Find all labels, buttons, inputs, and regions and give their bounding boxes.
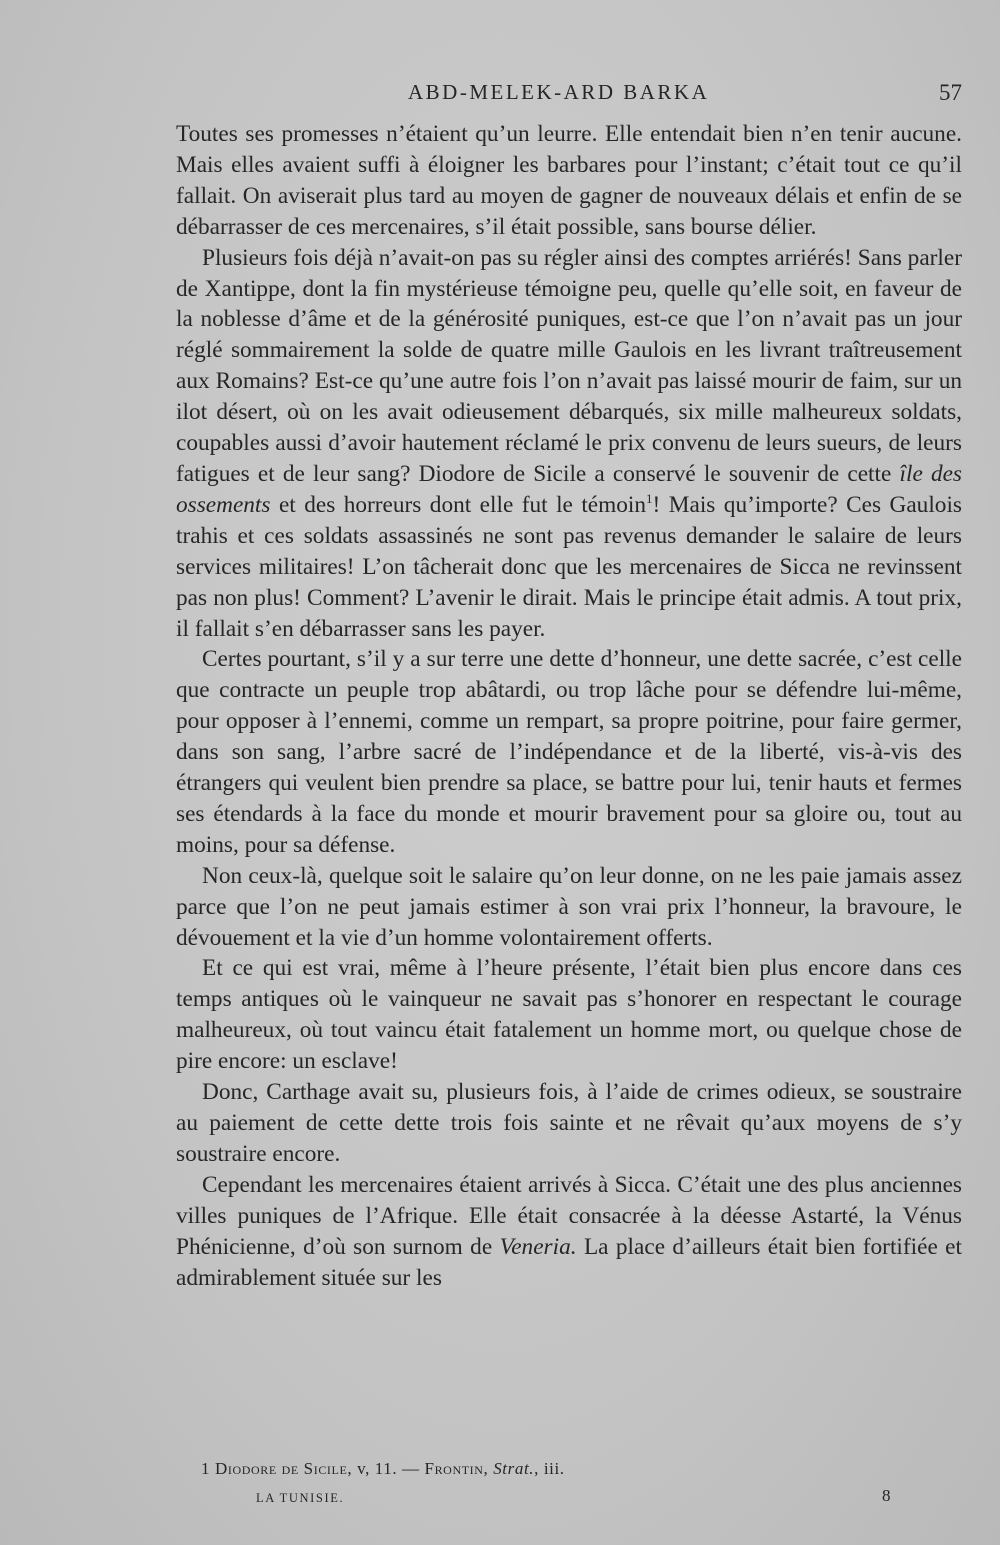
printer-signature: LA TUNISIE. (256, 1491, 345, 1505)
footnote-reference: 1 (646, 491, 653, 507)
footnote-author-2: Frontin (424, 1459, 484, 1478)
footnote (201, 1459, 961, 1479)
paragraph-2-text-c: ! Mais qu’importe? Ces Gaulois trahis et ces soldats assassinés ne sont pas revenus demander le salaire de leurs services militaires! L’on tâcherait donc que les mercenaires de Sicca ne revinssent pas non plus! Comment? L’avenir le dirait. Mais le principe était admis. A tout prix, il fallait s’en débarrasser sans les payer. (176, 491, 962, 642)
paragraph-4 (176, 861, 962, 954)
footnote-ref-1: , v, 11. — (347, 1459, 425, 1478)
sheet-number: 8 (882, 1486, 891, 1505)
paragraph-2 (176, 243, 962, 645)
paragraph-7-italic: Veneria. (499, 1233, 577, 1260)
body-text (176, 119, 962, 1293)
paragraph-4-text: Non ceux-là, quelque soit le salaire qu’on leur donne, on ne les paie jamais assez parce que l’on ne peut jamais estimer à son vrai prix l’honneur, la bravoure, le dévouement et la vie d’un homme volontairement offerts. (176, 862, 962, 951)
footnote-separator: , (483, 1459, 494, 1478)
paragraph-7 (176, 1170, 962, 1294)
paragraph-5 (176, 953, 962, 1077)
footnote-marker: 1 (201, 1459, 211, 1478)
page-number: 57 (939, 80, 962, 105)
footnote-author: Diodore de Sicile (214, 1459, 348, 1478)
paragraph-7-text-b: La place d’ailleurs était bien fortifiée et admirablement située sur les (176, 1233, 962, 1291)
paragraph-6 (176, 1077, 962, 1170)
paragraph-1-text: Toutes ses promesses n’étaient qu’un leurre. Elle entendait bien n’en tenir aucune. Mais elles avaient suffi à éloigner les barbares pour l’instant; c’était tout ce qu’il fallait. On aviserait plus tard au moyen de gagner de nouveaux délais et enfin de se débarrasser de ces mercenaires, s’il était possible, sans bourse délier. (176, 121, 962, 240)
paragraph-6-text: Donc, Carthage avait su, plusieurs fois, à l’aide de crimes odieux, se soustraire au paiement de cette dette trois fois sainte et ne rêvait qu’aux moyens de s’y soustraire encore. (176, 1079, 962, 1167)
paragraph-1 (176, 119, 962, 243)
footnote-work: Strat. (493, 1459, 535, 1478)
paragraph-2-italic: île des ossements (176, 460, 962, 518)
paragraph-5-text: Et ce qui est vrai, même à l’heure présente, l’était bien plus encore dans ces temps antiques où le vainqueur ne savait pas s’honorer en respectant le courage malheureux, où tout vaincu était fatalement un homme mort, ou quelque chose de pire encore: un esclave! (176, 955, 962, 1075)
footnote-ref-2: , iii. (534, 1459, 565, 1478)
paragraph-2-text-a: Plusieurs fois déjà n’avait-on pas su régler ainsi des comptes arriérés! Sans parler de Xantippe, dont la fin mystérieuse témoigne peu, quelle qu’elle soit, en faveur de la noblesse d’âme et de la générosité puniques, est-ce que l’on n’avait pas un jour réglé sommairement la solde de quatre mille Gaulois en les livrant traîtreusement aux Romains? Est-ce qu’une autre fois l’on n’avait pas laissé mourir de faim, sur un ilot désert, où on les avait odieusement débarqués, six mille malheureux soldats, coupables aussi d’avoir hautement réclamé le prix convenu de leurs sueurs, de leurs fatigues et de leur sang? Diodore de Sicile a conservé le souvenir de cette (176, 244, 962, 487)
running-title: ABD-MELEK-ARD BARKA (408, 80, 710, 104)
paragraph-2-text-b: et des horreurs dont elle fut le témoin (270, 491, 647, 518)
paragraph-7-text-a: Cependant les mercenaires étaient arrivés à Sicca. C’était une des plus anciennes villes puniques de l’Afrique. Elle était consacrée à la déesse Astarté, la Vénus Phénicienne, d’où son surnom de (176, 1171, 962, 1260)
paragraph-3 (176, 644, 962, 860)
paragraph-3-text: Certes pourtant, s’il y a sur terre une dette d’honneur, une dette sacrée, c’est celle que contracte un peuple trop abâtardi, ou trop lâche pour se défendre lui-même, pour opposer à l’ennemi, comme un rempart, sa propre poitrine, pour faire germer, dans son sang, l’arbre sacré de l’indépendance et de la liberté, vis-à-vis des étrangers qui veulent bien prendre sa place, se battre pour lui, tenir hauts et fermes ses étendards à la face du monde et mourir bravement pour sa gloire ou, tout au moins, pour sa défense. (176, 646, 962, 858)
running-head (176, 80, 962, 110)
